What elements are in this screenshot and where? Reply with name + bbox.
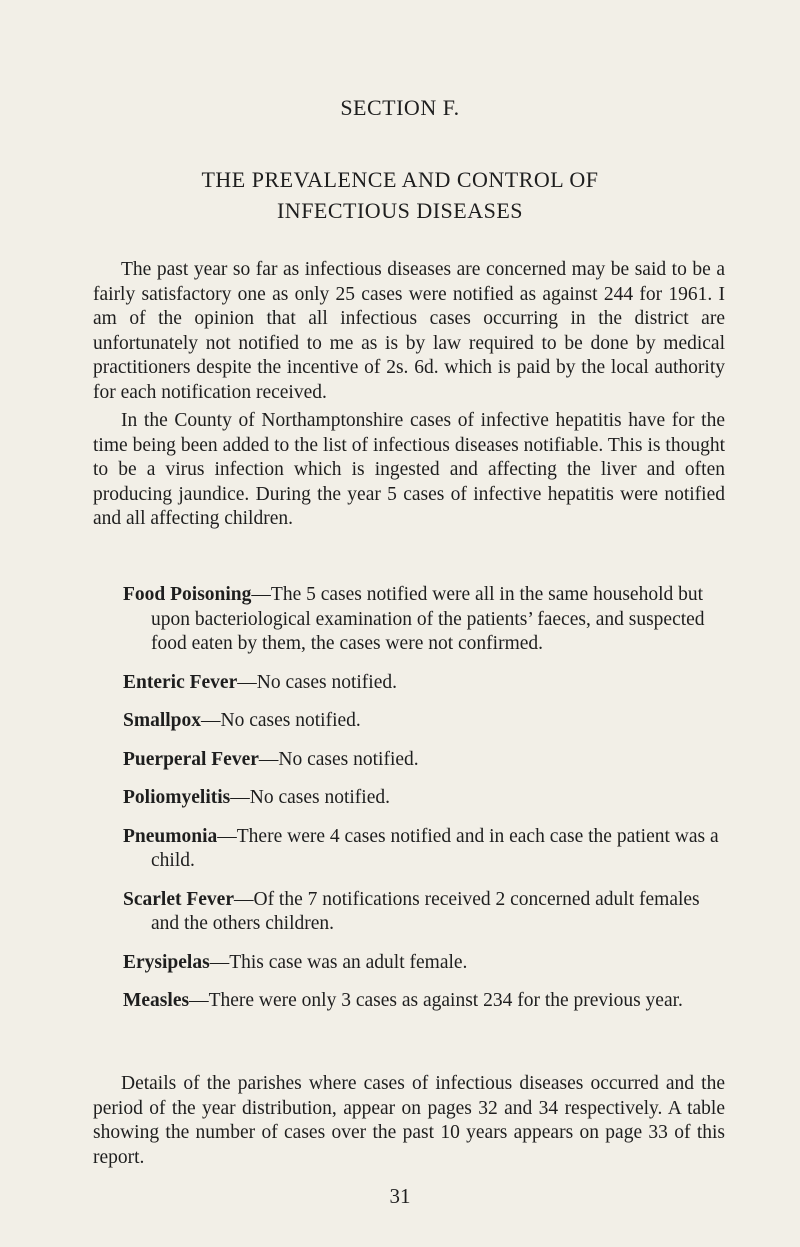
disease-term: Puerperal Fever xyxy=(123,748,259,770)
disease-description: —There were 4 cases notified and in each case the patient was a child. xyxy=(151,825,719,871)
disease-entry-puerperal-fever xyxy=(123,748,725,773)
disease-description: —No cases notified. xyxy=(258,748,419,770)
disease-term: Scarlet Fever xyxy=(123,888,234,910)
paragraph-notification-summary: The past year so far as infectious diseases are concerned may be said to be a fairly satisfactory one as only 25 cases were notified as against 244 for 1961. I am of the opinion that all infectious cases occurring in the district are unfortunately not notified to me as is by law required to be done by medical practitioners despite the incentive of 2s. 6d. which is paid by the local authority for each notification received. xyxy=(93,259,725,403)
page-number: 31 xyxy=(389,1184,411,1208)
disease-entry-smallpox xyxy=(123,709,725,734)
disease-term: Enteric Fever xyxy=(123,671,238,693)
disease-term: Erysipelas xyxy=(123,951,210,973)
page-title-line-2: INFECTIOUS DISEASES xyxy=(276,198,524,223)
disease-entry-food-poisoning xyxy=(123,583,725,657)
disease-entry-poliomyelitis xyxy=(123,786,725,811)
page-title xyxy=(0,164,800,226)
paragraph-infective-hepatitis: In the County of Northamptonshire cases of infective hepatitis have for the time being been added to the list of infectious diseases notifiable. This is thought to be a virus infection which is ingested and affecting the liver and often producing jaundice. During the year 5 cases of infective hepatitis were notified and all affecting children. xyxy=(93,410,725,529)
disease-entry-enteric-fever xyxy=(123,671,725,696)
disease-description: —The 5 cases notified were all in the same household but upon bacteriological examination of the patients’ faeces, and suspected food eaten by them, the cases were not confirmed. xyxy=(151,584,705,654)
disease-description: —There were only 3 cases as against 234 for the previous year. xyxy=(189,990,683,1011)
disease-description: —No cases notified. xyxy=(201,710,361,731)
disease-entry-pneumonia xyxy=(123,825,725,874)
disease-entry-measles xyxy=(123,989,725,1014)
disease-description: —Of the 7 notifications received 2 concerned adult females and the others children. xyxy=(151,888,700,934)
disease-term: Poliomyelitis xyxy=(123,787,231,808)
disease-term: Smallpox xyxy=(123,710,202,731)
disease-entry-scarlet-fever xyxy=(123,888,725,937)
disease-entry-erysipelas xyxy=(123,951,725,976)
page-title-line-1: THE PREVALENCE AND CONTROL OF xyxy=(201,167,599,192)
disease-term: Pneumonia xyxy=(123,825,218,847)
disease-list xyxy=(123,583,725,1028)
disease-description: —No cases notified. xyxy=(237,671,397,693)
section-heading: SECTION F. xyxy=(340,95,460,120)
paragraph-details-reference: Details of the parishes where cases of infectious diseases occurred and the period of the year distribution, appear on pages 32 and 34 respectively. A table showing the number of cases over the past 10 years appears on page 33 of this report. xyxy=(93,1073,725,1168)
disease-term: Measles xyxy=(123,990,190,1011)
disease-term: Food Poisoning xyxy=(123,584,252,605)
disease-description: —No cases notified. xyxy=(230,787,390,808)
disease-description: —This case was an adult female. xyxy=(209,951,468,973)
